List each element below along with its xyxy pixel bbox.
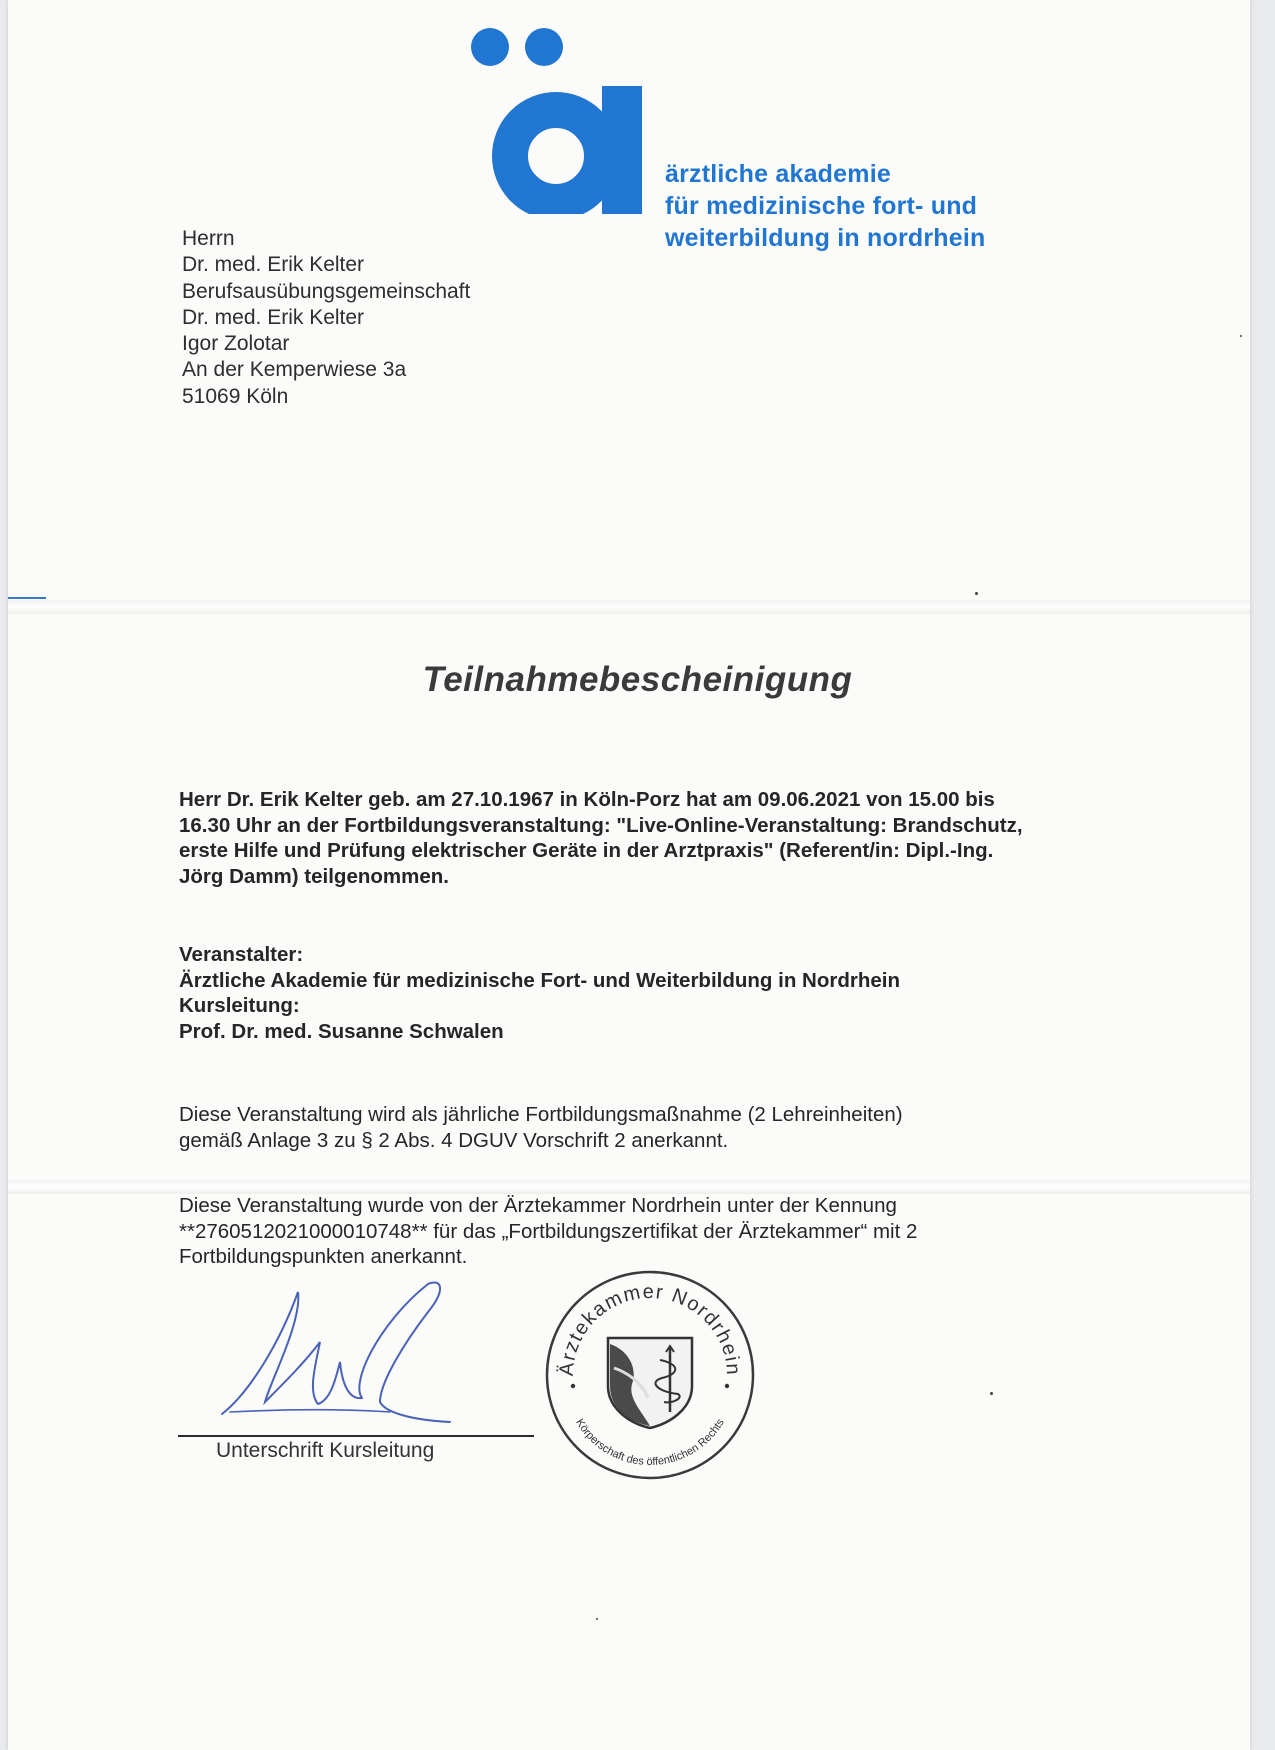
recognition-line: Diese Veranstaltung wird als jährliche Fortbildungsmaßnahme (2 Lehreinheiten) — [179, 1103, 903, 1126]
scan-speck — [1240, 335, 1242, 337]
statement-line: Herr Dr. Erik Kelter geb. am 27.10.1967 in Köln-Porz hat am 09.06.2021 von 15.00 bis — [179, 788, 995, 811]
address-line: Dr. med. Erik Kelter — [182, 305, 365, 329]
scan-speck — [596, 1618, 598, 1620]
statement-line: Jörg Damm) teilgenommen. — [179, 864, 449, 888]
accreditation-text — [179, 1193, 1139, 1270]
accreditation-line: **2760512021000010748** für das „Fortbildungszertifikat der Ärztekammer“ mit 2 — [179, 1219, 918, 1243]
recognition-text — [179, 1102, 1139, 1153]
attendance-statement — [179, 787, 1139, 889]
signature-caption: Unterschrift Kursleitung — [216, 1439, 435, 1462]
course-lead-name: Prof. Dr. med. Susanne Schwalen — [179, 1019, 504, 1043]
address-line: An der Kemperwiese 3a — [182, 358, 407, 382]
address-line: Dr. med. Erik Kelter — [182, 253, 365, 277]
official-seal-icon — [543, 1268, 757, 1482]
course-lead-label: Kursleitung: — [179, 994, 300, 1017]
scan-speck — [975, 592, 978, 595]
scan-speck — [990, 1392, 993, 1395]
svg-text:Körperschaft des öffentlichen: Körperschaft des öffentlichen Rechts — [573, 1416, 727, 1469]
document-title: Teilnahmebescheinigung — [422, 660, 853, 699]
accreditation-line: Diese Veranstaltung wurde von der Ärztekammer Nordrhein unter der Kennung — [179, 1194, 897, 1217]
fold-mark — [8, 597, 46, 599]
svg-text:Ärztekammer Nordrhein: Ärztekammer Nordrhein — [555, 1280, 745, 1377]
organizer-block — [179, 942, 1139, 1044]
signature-line — [178, 1435, 534, 1437]
organizer-label: Veranstalter: — [179, 943, 304, 966]
logo-wordmark — [665, 158, 1085, 254]
paper-fold — [8, 600, 1250, 614]
address-line: Herrn — [182, 227, 235, 250]
address-line: Igor Zolotar — [182, 332, 290, 356]
logo-line: für medizinische fort- und — [665, 192, 978, 220]
organizer-name: Ärztliche Akademie für medizinische Fort- und Weiterbildung in Nordrhein — [179, 968, 900, 992]
logo-line: weiterbildung in nordrhein — [665, 224, 986, 252]
statement-line: 16.30 Uhr an der Fortbildungsveranstaltung: "Live-Online-Veranstaltung: Brandschutz, — [179, 813, 1023, 837]
recipient-address — [182, 226, 470, 410]
logo-line: ärztliche akademie — [665, 160, 891, 188]
statement-line: erste Hilfe und Prüfung elektrischer Geräte in der Arztpraxis" (Referent/in: Dipl.-Ing. — [179, 839, 994, 862]
address-line: 51069 Köln — [182, 384, 289, 408]
accreditation-line: Fortbildungspunkten anerkannt. — [179, 1245, 468, 1268]
address-line: Berufsausübungsgemeinschaft — [182, 279, 471, 303]
handwritten-signature — [210, 1272, 460, 1432]
paper-fold — [8, 1180, 1250, 1194]
akademie-logo-icon — [468, 28, 644, 214]
recognition-line: gemäß Anlage 3 zu § 2 Abs. 4 DGUV Vorschrift 2 anerkannt. — [179, 1128, 729, 1152]
